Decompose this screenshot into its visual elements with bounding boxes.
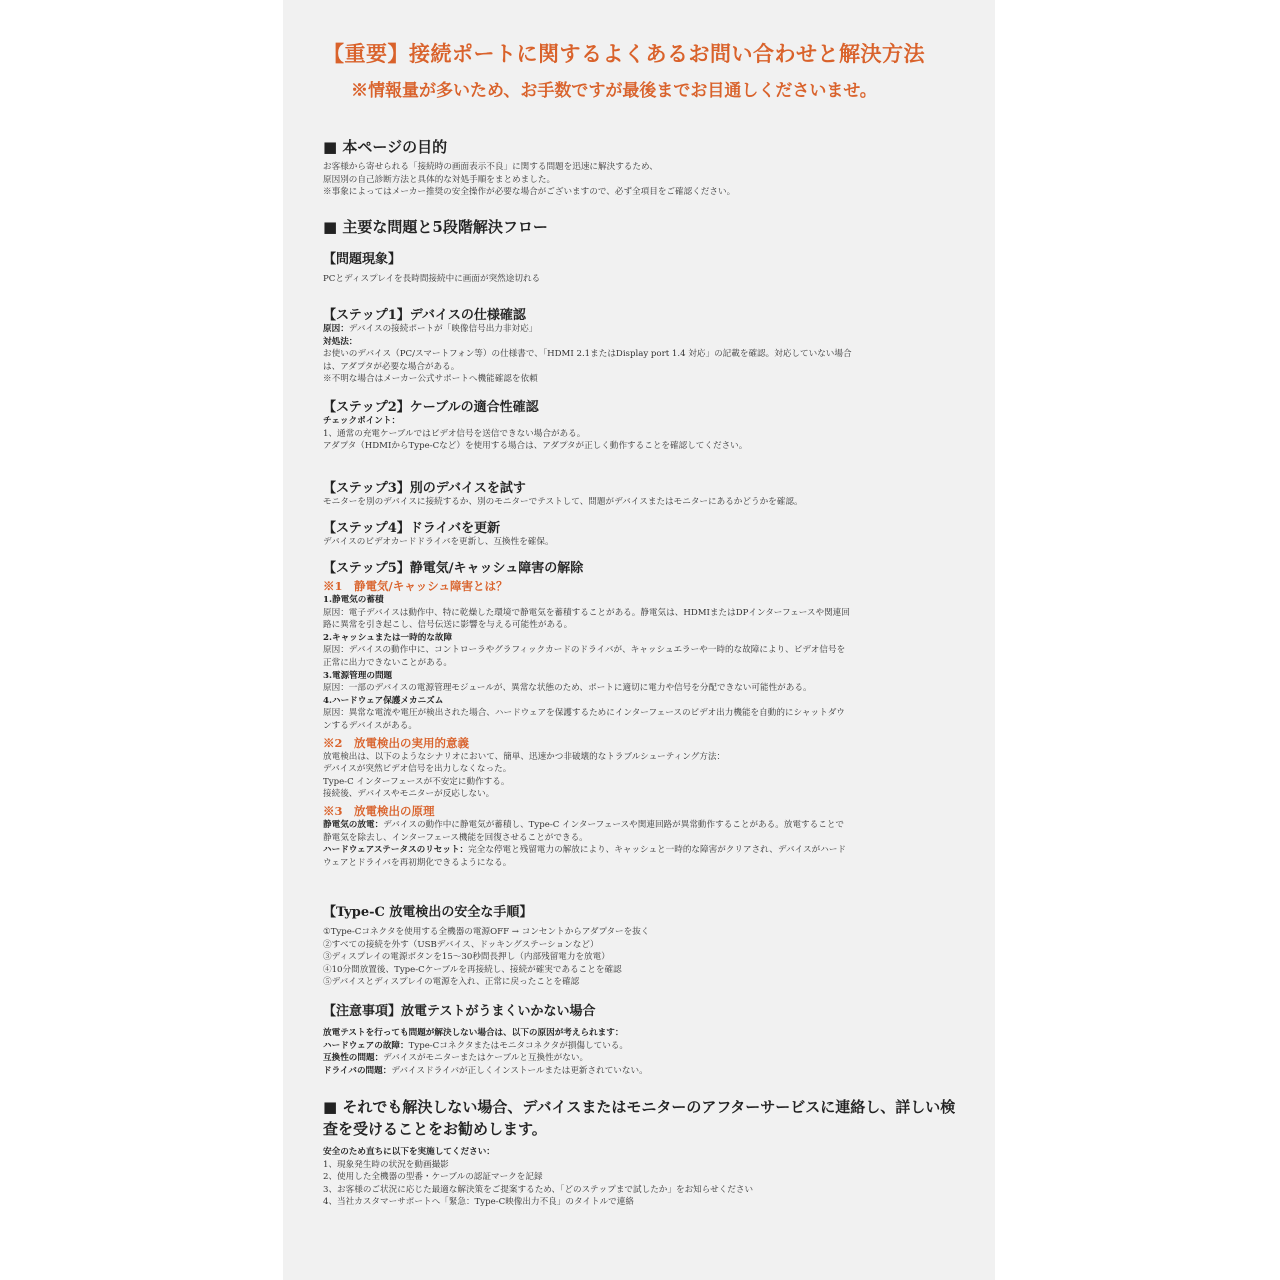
step1-cause-label: 原因： (323, 324, 349, 334)
purpose-section (323, 136, 963, 199)
step1-section (323, 304, 963, 386)
cause-item-title: 4.ハードウェア保護メカニズム (323, 695, 444, 706)
step1-line: ※不明な場合はメーカー公式サポートへ機能確認を依頼 (323, 374, 538, 385)
step1-heading: 【ステップ1】デバイスの仕様確認 (323, 308, 526, 323)
step3-heading: 【ステップ3】別のデバイスを試す (323, 481, 526, 496)
cause-item-line: 原因：デバイスの動作中に、コントローラやグラフィックカードのドライバが、キャッシュエラーや一時的な故障により、ビデオ信号を (323, 645, 846, 656)
procedure-step: ①Type-Cコネクタを使用する全機器の電源OFF → コンセントからアダプターを抜く (323, 927, 650, 937)
note3-label: ハードウェアステータスのリセット： (323, 845, 469, 856)
step3-section (323, 477, 963, 509)
final-line: 2、使用した全機器の型番・ケーブルの認証マークを記録 (323, 1172, 543, 1183)
note3-label: 静電気の放電： (323, 819, 384, 830)
purpose-line: ※事象によってはメーカー推奨の安全操作が必要な場合がございますので、必ず全項目をご確認ください。 (323, 187, 736, 198)
purpose-line: 原因別の自己診断方法と具体的な対処手順をまとめました。 (323, 174, 556, 185)
step4-text: デバイスのビデオカードドライバを更新し、互換性を確保。 (323, 537, 554, 547)
step2-section (323, 396, 963, 453)
step2-heading: 【ステップ2】ケーブルの適合性確認 (323, 400, 539, 415)
procedure-step: ②すべての接続を外す（USBデバイス、ドッキングステーションなど） (323, 939, 599, 950)
caution-text: デバイスドライバが正しくインストールまたは更新されていない。 (391, 1065, 648, 1076)
cause-item-line: 路に異常を引き起こし、信号伝送に影響を与える可能性がある。 (323, 620, 573, 631)
note3-text: デバイスの動作中に静電気が蓄積し、Type-C インターフェースや関連回路が異常動作することがある。放電することで (383, 819, 845, 830)
step3-text: モニターを別のデバイスに接続するか、別のモニターでテストして、問題がデバイスまたはモニターにあるかどうかを確認。 (323, 497, 803, 507)
step5-heading: 【ステップ5】静電気/キャッシュ障害の解除 (323, 561, 584, 576)
final-line: 1、現象発生時の状況を動画撮影 (323, 1159, 449, 1170)
final-heading: ■ それでも解決しない場合、デバイスまたはモニターのアフターサービスに連絡し、詳しい検査を受けることをお勧めします。 (323, 1098, 956, 1138)
note2-line: Type-C インターフェースが不安定に動作する。 (323, 776, 510, 787)
note2-line: 接続後、デバイスやモニターが反応しない。 (323, 789, 495, 800)
procedure-step: ④10分間放置後、Type-Cケーブルを再接続し、接続が確実であることを確認 (323, 964, 622, 975)
step1-line: は、アダプタが必要な場合がある。 (323, 361, 460, 372)
cause-item-line: 原因：一部のデバイスの電源管理モジュールが、異常な状態のため、ポートに適切に電力や信号を分配できない可能性がある。 (323, 683, 812, 694)
flow-heading: ■ 主要な問題と5段階解決フロー (323, 218, 548, 236)
step2-check-label: チェックポイント： (323, 416, 401, 426)
note3-text: ウェアとドライバを再初期化できるようになる。 (323, 857, 512, 868)
note2-line: 放電検出は、以下のようなシナリオにおいて、簡単、迅速かつ非破壊的なトラブルシューティング方法： (323, 751, 726, 762)
flow-section (323, 216, 963, 237)
document-page (283, 0, 995, 1280)
cause-item-title: 2.キャッシュまたは一時的な故障 (323, 632, 453, 643)
step2-line: 1、通常の充電ケーブルではビデオ信号を送信できない場合がある。 (323, 428, 586, 439)
cause-item-line: 正常に出力できないことがある。 (323, 657, 452, 668)
procedure-step: ⑤デバイスとディスプレイの電源を入れ、正常に戻ったことを確認 (323, 977, 580, 988)
problem-text: PCとディスプレイを長時間接続中に画面が突然途切れる (323, 274, 541, 284)
procedure-step: ③ディスプレイの電源ボタンを15〜30秒間長押し（内部残留電力を放電） (323, 952, 610, 963)
final-intro: 安全のため直ちに以下を実施してください： (323, 1147, 495, 1157)
cause-item-line: ンするデバイスがある。 (323, 720, 417, 731)
note3-text: 完全な停電と残留電力の解放により、キャッシュと一時的な障害がクリアされ、デバイスがハード (468, 845, 847, 856)
note2-heading: ※2 放電検出の実用的意義 (323, 735, 470, 750)
step1-method-label: 対処法： (323, 336, 358, 347)
step5-section (323, 557, 963, 869)
caution-label: ハードウェアの故障： (323, 1040, 409, 1051)
caution-intro: 放電テストを行っても問題が解決しない場合は、以下の原因が考えられます： (323, 1028, 624, 1038)
step4-section (323, 517, 963, 549)
step1-line: お使いのデバイス（PC/スマートフォン等）の仕様書で、「HDMI 2.1またはDisplay port 1.4 対応」の記載を確認。対応していない場合 (323, 349, 852, 360)
cause-item-title: 1.静電気の蓄積 (323, 595, 384, 605)
caution-section (323, 1000, 963, 1077)
safe-procedure-section (323, 901, 963, 989)
purpose-line: お客様から寄せられる「接続時の画面表示不良」に関する問題を迅速に解決するため、 (323, 162, 658, 172)
note3-heading: ※3 放電検出の原理 (323, 803, 435, 818)
final-line: 3、お客様のご状況に応じた最適な解決策をご提案するため、「どのステップまで試したか」をお知らせください (323, 1184, 754, 1195)
caution-text: デバイスがモニターまたはケーブルと互換性がない。 (383, 1053, 589, 1064)
caution-label: 互換性の問題： (323, 1053, 384, 1064)
step4-heading: 【ステップ4】ドライバを更新 (323, 521, 501, 536)
final-line: 4、当社カスタマーサポートへ「緊急：Type-C映像出力不良」のタイトルで連絡 (323, 1197, 634, 1208)
caution-text: Type-Cコネクタまたはモニタコネクタが損傷している。 (408, 1040, 628, 1051)
safe-procedure-heading: 【Type-C 放電検出の安全な手順】 (323, 905, 533, 920)
step1-cause-text: デバイスの接続ポートが「映像信号出力非対応」 (348, 324, 538, 334)
purpose-heading: ■ 本ページの目的 (323, 138, 448, 156)
page-title: 【重要】接続ポートに関するよくあるお問い合わせと解決方法 (323, 41, 925, 66)
caution-label: ドライバの問題： (323, 1065, 392, 1076)
step2-line: アダプタ（HDMIからType-Cなど）を使用する場合は、アダプタが正しく動作することを確認してください。 (323, 441, 748, 452)
problem-heading: 【問題現象】 (323, 252, 402, 267)
note2-line: デバイスが突然ビデオ信号を出力しなくなった。 (323, 764, 512, 775)
note1-heading: ※1 静電気/キャッシュ障害とは？ (323, 579, 508, 593)
caution-heading: 【注意事項】放電テストがうまくいかない場合 (323, 1004, 596, 1019)
cause-item-title: 3.電源管理の問題 (323, 670, 393, 681)
cause-item-line: 原因：電子デバイスは動作中、特に乾燥した環境で静電気を蓄積することがある。静電気は、HDMIまたはDPインターフェースや関連回 (323, 607, 850, 618)
note3-text: 静電気を除去し、インターフェース機能を回復させることができる。 (323, 832, 588, 843)
page-subtitle: ※情報量が多いため、お手数ですが最後までお目通しくださいませ。 (351, 81, 877, 101)
cause-item-line: 原因：異常な電流や電圧が検出された場合、ハードウェアを保護するためにインターフェースのビデオ出力機能を自動的にシャットダウ (323, 708, 845, 719)
final-section (323, 1096, 963, 1209)
